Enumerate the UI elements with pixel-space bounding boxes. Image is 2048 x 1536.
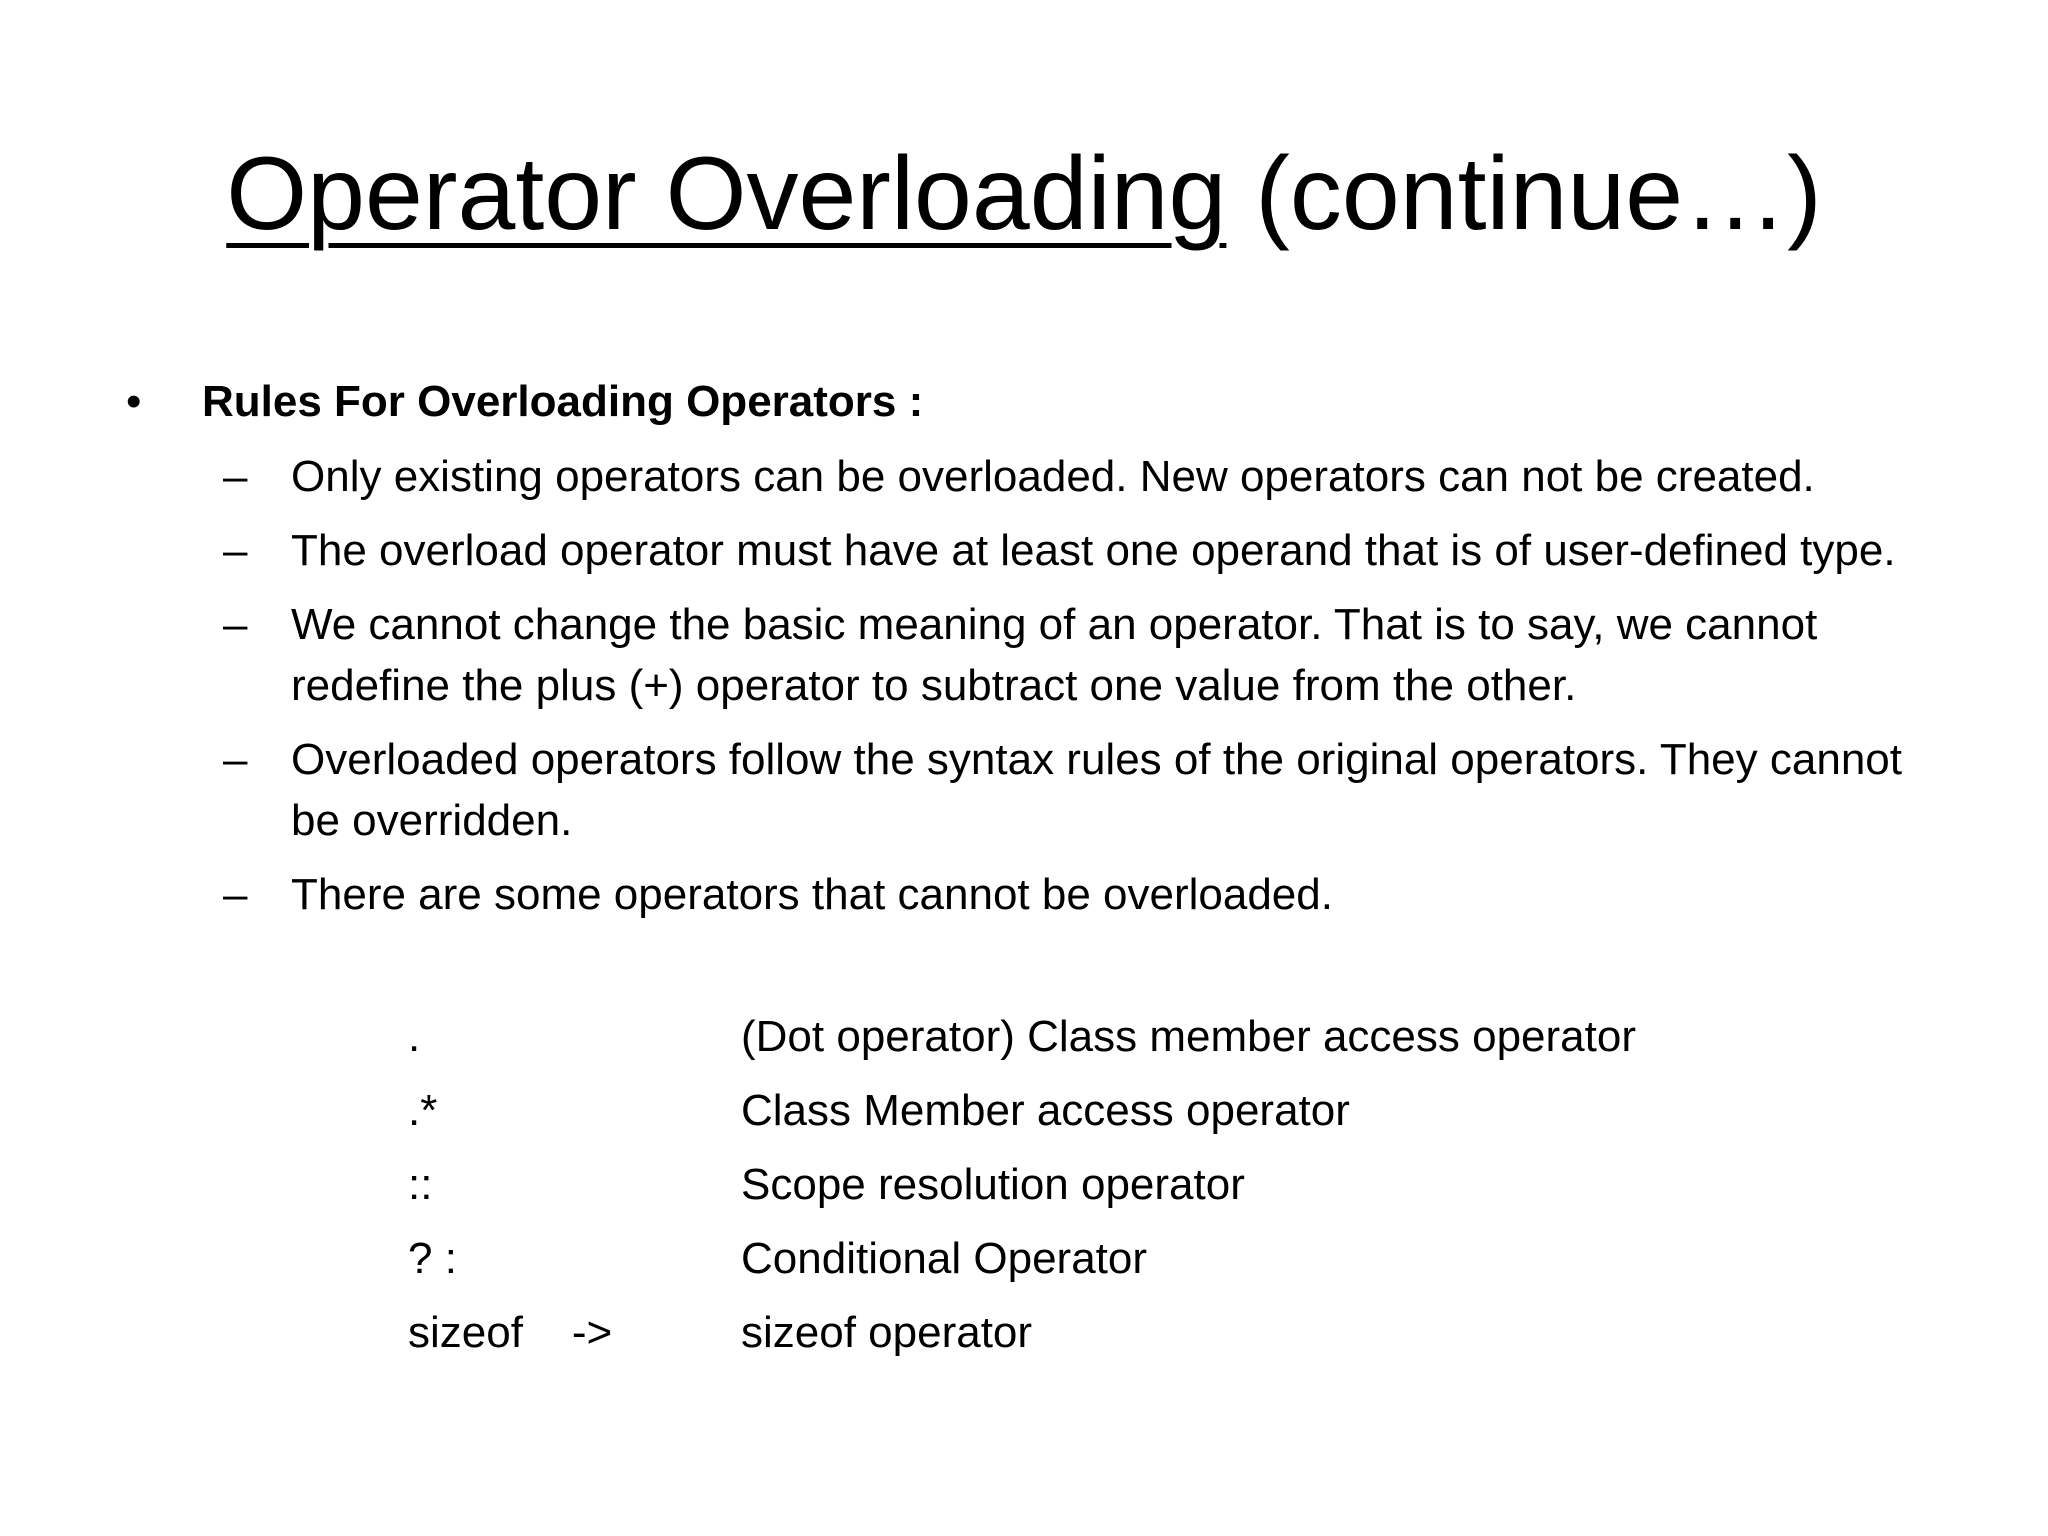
operator-description: Class Member access operator [741, 1086, 1350, 1135]
dash-icon: – [223, 526, 248, 575]
rules-heading-bullet [126, 372, 923, 432]
slide-title [0, 128, 2048, 260]
operator-symbol: ? : [408, 1234, 457, 1283]
rules-list [223, 446, 1943, 938]
rules-heading: Rules For Overloading Operators : [202, 377, 924, 426]
slide-title-suffix: (continue…) [1226, 136, 1822, 252]
operator-symbol: sizeof -> [408, 1308, 613, 1357]
rule-item [223, 864, 1943, 925]
operator-row [408, 1000, 1636, 1074]
non-overloadable-operators-list [408, 1000, 1636, 1370]
operator-row [408, 1222, 1636, 1296]
operator-description: sizeof operator [741, 1308, 1033, 1357]
bullet-dot-icon: • [126, 377, 142, 426]
operator-symbol: :: [408, 1160, 433, 1209]
rule-item [223, 594, 1943, 716]
operator-row [408, 1148, 1636, 1222]
rule-text: There are some operators that cannot be overloaded. [291, 870, 1333, 919]
slide-title-main: Operator Overloading [226, 136, 1227, 252]
dash-icon: – [223, 600, 248, 649]
operator-description: (Dot operator) Class member access operator [741, 1012, 1636, 1061]
rule-text: The overload operator must have at least one operand that is of user-defined type. [291, 526, 1896, 575]
rule-text: We cannot change the basic meaning of an operator. That is to say, we cannot redefine the plus (+) operator to subtract one value from the other. [291, 600, 1818, 710]
rule-text: Only existing operators can be overloaded. New operators can not be created. [291, 452, 1815, 501]
operator-symbol: . [408, 1012, 421, 1061]
rule-item [223, 520, 1943, 581]
rule-item [223, 729, 1943, 851]
operator-row [408, 1296, 1636, 1370]
operator-description: Scope resolution operator [741, 1160, 1245, 1209]
dash-icon: – [223, 870, 248, 919]
rule-item [223, 446, 1943, 507]
rule-text: Overloaded operators follow the syntax rules of the original operators. They cannot be overridden. [291, 735, 1902, 845]
operator-symbol: .* [408, 1086, 438, 1135]
dash-icon: – [223, 735, 248, 784]
dash-icon: – [223, 452, 248, 501]
operator-description: Conditional Operator [741, 1234, 1148, 1283]
operator-row [408, 1074, 1636, 1148]
